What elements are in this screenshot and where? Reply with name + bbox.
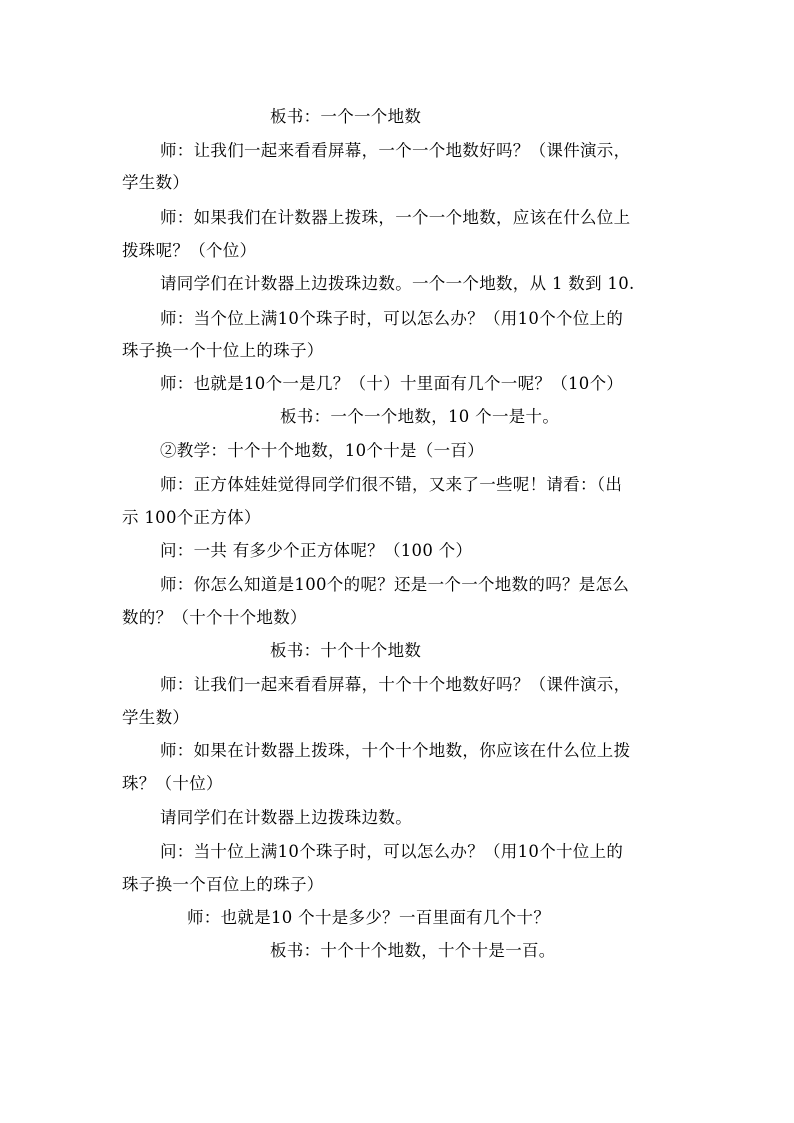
text-line: 示 100个正方体） — [122, 508, 261, 527]
text-line: 师：也就是10 个十是多少？一百里面有几个十？ — [187, 908, 551, 927]
text-line: 请同学们在计数器上边拨珠边数。一个一个地数，从 1 数到 10. — [160, 274, 635, 293]
text-line: 学生数） — [122, 173, 190, 192]
text-line: 师：你怎么知道是100个的呢？还是一个一个地数的吗？是怎么 — [160, 575, 630, 594]
text-line: 师：当个位上满10个珠子时，可以怎么办？（用10个个位上的 — [160, 309, 624, 328]
text-line: 拨珠呢？（个位） — [122, 241, 257, 260]
text-line: 请同学们在计数器上边拨珠边数。 — [160, 808, 412, 827]
text-line: 师：如果我们在计数器上拨珠，一个一个地数，应该在什么位上 — [160, 208, 631, 227]
board-note-line: 板书：一个一个地数 — [270, 107, 422, 126]
board-note-line: 板书：一个一个地数，10 个一是十。 — [280, 407, 560, 426]
text-line: 师：也就是10个一是几？（十）十里面有几个一呢？（10个） — [160, 374, 624, 393]
text-line: 问：一共 有多少个正方体呢？（100 个） — [160, 541, 473, 560]
board-note-line: 板书：十个十个地数，十个十是一百。 — [270, 941, 556, 960]
text-line: 数的？（十个十个地数） — [122, 608, 307, 627]
text-line: 学生数） — [122, 708, 190, 727]
text-line: 师：让我们一起来看看屏幕，一个一个地数好吗？（课件演示， — [160, 141, 631, 160]
text-line: 珠？（十位） — [122, 774, 223, 793]
text-line: 珠子换一个百位上的珠子） — [122, 875, 324, 894]
text-line: 师：如果在计数器上拨珠，十个十个地数，你应该在什么位上拨 — [160, 741, 631, 760]
text-line: 师：让我们一起来看看屏幕，十个十个地数好吗？（课件演示， — [160, 675, 631, 694]
text-line: 问：当十位上满10个珠子时，可以怎么办？（用10个十位上的 — [160, 842, 624, 861]
text-line: 师：正方体娃娃觉得同学们很不错，又来了一些呢！请看：（出 — [160, 475, 623, 494]
board-note-line: 板书：十个十个地数 — [270, 641, 422, 660]
text-line: 珠子换一个十位上的珠子） — [122, 341, 324, 360]
text-line: ②教学：十个十个地数，10个十是（一百） — [160, 441, 484, 460]
